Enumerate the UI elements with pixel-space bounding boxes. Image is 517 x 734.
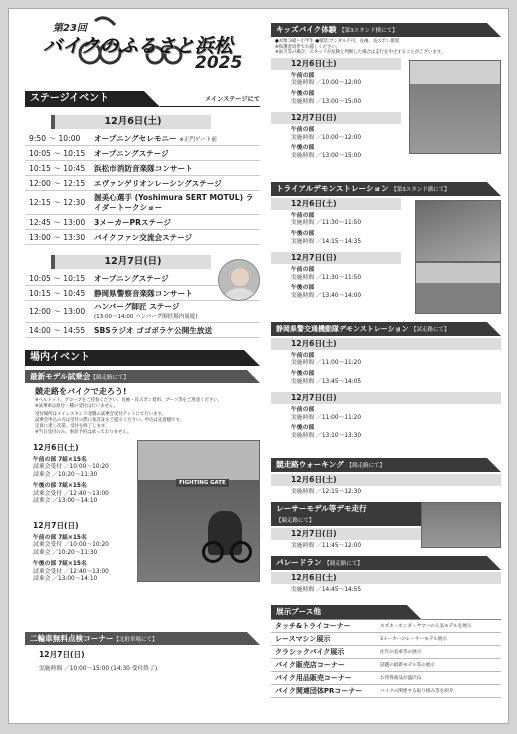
table-row: バイク販売店コーナー 話題の最新モデル等の展示	[271, 659, 501, 672]
parade-time: 実施時間 ／14:45～14:55	[291, 587, 362, 594]
kids-day2-date: 12月7日(日)	[271, 112, 401, 124]
trial-lead: 競走路をバイクで走ろう!	[35, 387, 127, 396]
trial-day2-date: 12月7日(日)	[33, 521, 79, 530]
laser-time: 実施時間 ／11:45～12:00	[291, 543, 362, 550]
inspection-header: 二輪車無料点検コーナー【北駐車場にて】	[25, 632, 260, 645]
laser-photo	[421, 502, 501, 548]
table-row: 12:15 ～ 12:30 渥美心選手 (Yoshimura SERT MOTUL) ライダートークショー	[25, 191, 260, 215]
event-logo	[35, 9, 260, 77]
booths-table	[271, 619, 501, 698]
table-row: クラシックバイク展示 往年の名車等の展示	[271, 646, 501, 659]
table-row: 10:05 ～ 10:15 オープニングステージ	[25, 146, 260, 161]
stage-day2-table	[25, 271, 260, 338]
kids-notes: ●対象:3歳～小学生 ●服装:サンダル不可、長袖、長ズボン推奨 ※保護者同伴でお越しください。 ※雨天等の場合、スタッフが危険と判断した場合は走行を中止することがございます。	[275, 39, 446, 56]
trial-notes: ※ヘルメット、グローブをご持参ください。長袖・長ズボン着用、ブーツ等をご用意ください。 ※試乗車は原付一種の受付は行いません。 受付場所はメインスタンド北側の試乗会受付テントにて行います。 試乗会申込の方は受付の際に免許証をご提示ください。申込は先着順です。 定員に達し次第、受付を終了します。 ※当日受付のみ。事前予約は承っておりません。	[35, 398, 223, 435]
logo-title: バイクのふるさと浜松	[43, 35, 233, 57]
table-row: バイク用品販売コーナー お買得商品が盛沢山	[271, 672, 501, 685]
flyer-page	[8, 8, 509, 724]
logo-edition: 第23回	[53, 23, 87, 34]
table-row: タッチ&トライコーナー スズキ・ホンダ・ヤマハの人気モデルを展示	[271, 620, 501, 633]
trial-day2: 12月7日(日) 午前の部 7組×15名 試乗会受付 ／10:00～10:20 試乗会 ／10:20～11:30 午後の部 7組×15名 試乗会受付 ／12:40～13:00 試乗会 ／13:00～14:10	[33, 520, 141, 583]
laser-header: レーサーモデル等デモ走行 【競走路にて】	[271, 502, 421, 526]
police-day1-date: 12月6日(土)	[271, 338, 501, 350]
kids-header: キッズバイク体験 【第3スタンド横にて】	[271, 23, 501, 37]
left-column	[25, 9, 260, 672]
trial-demo-photo-1	[415, 200, 501, 262]
stage-events-header: ステージイベント	[25, 91, 160, 107]
table-row: 12:45 ～ 13:00 3メーカーPRステージ	[25, 215, 260, 230]
logo-year: 2025	[195, 53, 243, 73]
police-day2-date: 12月7日(日)	[271, 392, 501, 404]
table-row: 12:00 ～ 12:15 エヴァンゲリオンレーシングステージ	[25, 176, 260, 191]
kids-day1-date: 12月6日(土)	[271, 58, 401, 70]
stage-day1-table	[25, 131, 260, 245]
table-row: 9:50 ～ 10:00 オープニングセレモニー ※正門ゲート前	[25, 131, 260, 146]
kids-photo	[409, 60, 501, 154]
trial-demo-day1-date: 12月6日(土)	[271, 198, 401, 210]
stage-day2-date: 12月7日(日)	[51, 255, 211, 269]
police-demo-header: 静岡県警交通機動隊デモンストレーション 【試走路にて】	[271, 322, 501, 336]
parade-date: 12月6日(土)	[271, 572, 501, 584]
table-row: 14:00 ～ 14:55 SBSラジオ ゴゴボラケ公開生放送	[25, 323, 260, 338]
walking-time: 実施時間 ／12:15～12:30	[291, 488, 362, 495]
table-row: 12:00 ～ 13:00 ハンバーグ師匠 ステージ (13:00～14:00 ハンバーグ師匠場内周遊)	[25, 301, 260, 323]
trial-day1-date: 12月6日(土)	[33, 443, 79, 452]
laser-date: 12月7日(日)	[271, 528, 421, 540]
table-row: バイク関連団体PRコーナー バイクの関連する取り組み等を紹介	[271, 685, 501, 698]
inspection-date: 12月7日(日)	[39, 650, 85, 659]
guest-portrait	[218, 259, 260, 301]
table-row: 10:05 ～ 10:15 オープニングステージ	[25, 271, 260, 286]
table-row: 10:15 ～ 10:45 浜松市消防音楽隊コンサート	[25, 161, 260, 176]
trial-demo-day2-date: 12月7日(日)	[271, 252, 401, 264]
booths-header: 展示ブース他	[271, 605, 421, 619]
race-track-photo	[137, 440, 260, 582]
parade-header: パレードラン 【競走路にて】	[271, 556, 501, 570]
trial-header: 最新モデル試乗会【競走路にて】	[25, 370, 260, 383]
inspection-time: 実施時間 ／10:00～15:00 (14:30 受付終了)	[39, 666, 158, 672]
trial-day1: 12月6日(土) 午前の部 7組×15名 試乗会受付 ／10:00～10:20 試乗会 ／10:20～11:30 午後の部 7組×15名 試乗会受付 ／12:40～13:00 試乗会 ／13:00～14:10	[33, 442, 141, 505]
venue-events-header: 場内イベント	[25, 350, 260, 366]
trial-demo-header: トライアルデモンストレーション 【第3スタンド横にて】	[271, 182, 501, 196]
table-row: レースマシン展示 3メーカーのレーサーモデル展示	[271, 633, 501, 646]
gate-sign: FIGHTING GATE	[176, 479, 229, 487]
stage-location: メインステージにて	[160, 91, 260, 107]
trial-demo-photo-2	[415, 262, 501, 314]
table-row: 13:00 ～ 13:30 バイクファン交流会ステージ	[25, 230, 260, 245]
stage-day1-date: 12月6日(土)	[51, 115, 211, 129]
walking-header: 競走路ウォーキング 【競走路にて】	[271, 458, 501, 472]
table-row: 10:15 ～ 10:45 静岡県警察音楽隊コンサート	[25, 286, 260, 301]
walking-date: 12月6日(土)	[271, 474, 501, 486]
right-column: キッズバイク体験 【第3スタンド横にて】 ●対象:3歳～小学生 ●服装:サンダル不可、長袖、長ズボン推奨 ※保護者同伴でお越しください。 ※雨天等の場合、スタッフが危険と判断した場合は走行を中止することがございます。 12月6日(土) 午前の部 実施時間 ／10:00～12:00 午後の部 実施時間 ／13:00～15:00 12月7日(日) 午前の部 実施時間 ／10:00～12:00 午後の部 実施時間 ／13:00～15:00 トライアルデモンストレーション 【第3スタンド横にて】 12月6日(土) 午前の部 実施時間 ／11:30～11:50 午後の部 実施時間 ／14:15～14:35 12月7日(日) 午前の部 実施時間 ／11:30～11:50 午後の部 実施時間 ／13:40～14:00 静岡県警交通機動隊デモンストレーション 【試走路にて】 12月6日(土) 午前の部 実施時間 ／11:00～11:20 午後の部 実施時間 ／13:45～14:05 12月7日(日) 午前の部 実施時間 ／11:00～11:20 午後の部 実施時間 ／13:10～13:30 競走路ウォーキング 【競走路にて】 12月6日(土) 実施時間 ／12:15～12:30 レーサーモデル等デモ走行 【競走路にて】 12月7日(日) 実施時間 ／11:45～12:00 パレードラン 【競走路にて】 12月6日(土) 実施時間 ／14:45～14:55 展示ブース他 タッチ&トライコーナー スズキ・ホンダ・ヤマハの人気モデルを展示 レースマシン展示 3メーカーのレーサーモデル展示 クラシックバイク展示 往年の名車等の展示 バイク販売店コーナー 話題の最新モデル等の展示 バイク用品販売コーナー お買得商品が盛沢山 バイク関連団体PRコーナー バイクの関連する取り組み等を紹介	[271, 23, 501, 698]
